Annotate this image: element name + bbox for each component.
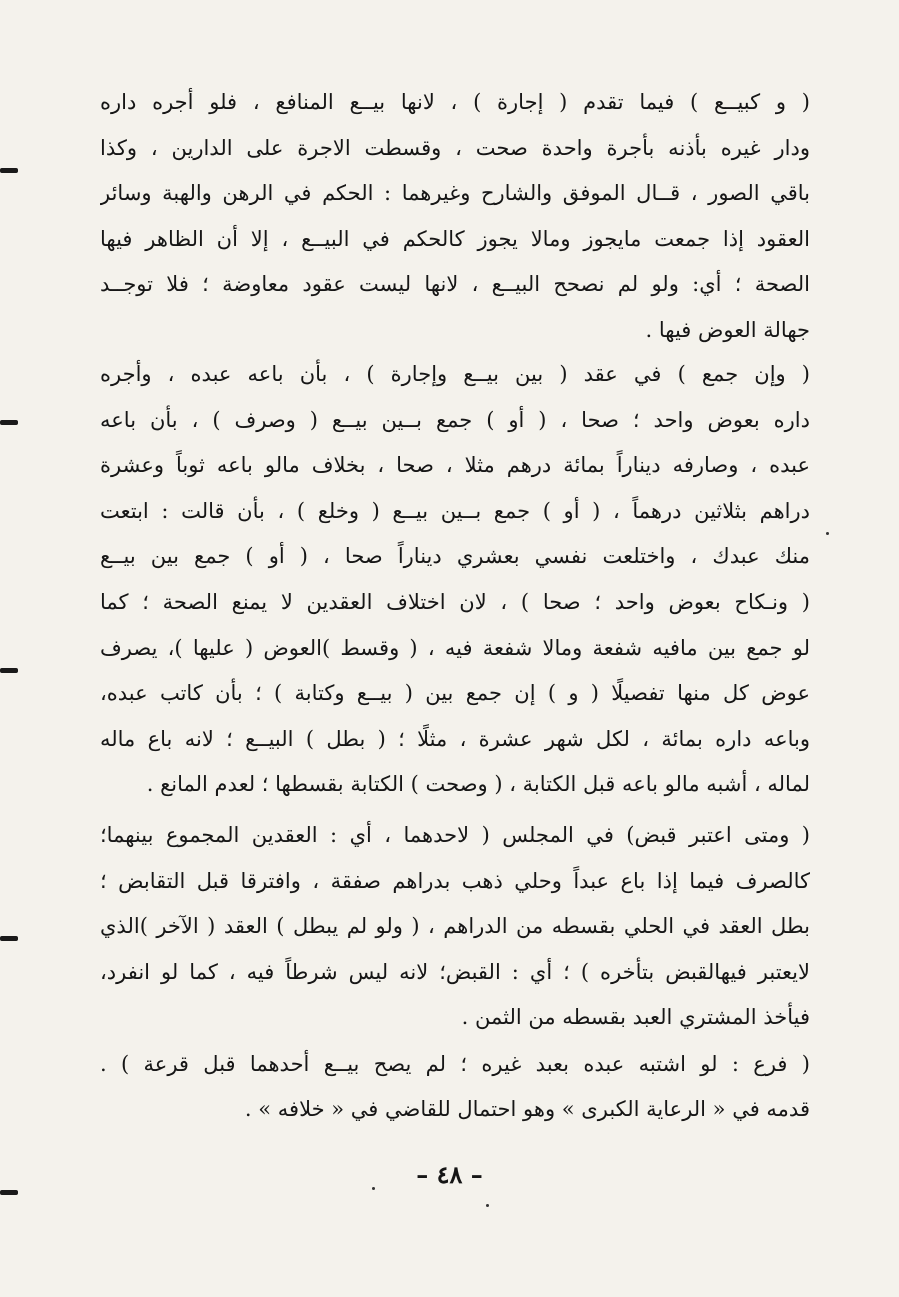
scan-speck	[486, 1204, 489, 1207]
text-line: عوض كل منها تفصيلًا ( و ) إن جمع بين ( بيــع وكتابة ) ؛ بأن كاتب عبده،	[100, 681, 810, 706]
paragraph-3	[100, 813, 810, 1041]
text-line: ( فرع : لو اشتبه عبده بعبد غيره ؛ لم يصح بيــع أحدهما قبل قرعة ) .	[100, 1052, 810, 1076]
margin-mark	[0, 168, 18, 173]
text-line: جهالة العوض فيها .	[645, 317, 810, 342]
text-line: ودار غيره بأذنه بأجرة واحدة صحت ، وقسطت الاجرة على الدارين ، وكذا	[100, 135, 810, 160]
text-line: بطل العقد في الحلي بقسطه من الدراهم ، ( ولو لم يبطل ) العقد ( الآخر )الذي	[100, 914, 810, 939]
text-line: العقود إذا جمعت مايجوز ومالا يجوز كالحكم في البيــع ، إلا أن الظاهر فيها	[100, 226, 810, 251]
text-line: لو جمع بين مافيه شفعة ومالا شفعة فيه ، ( وقسط )العوض ( عليها )، يصرف	[100, 635, 810, 660]
margin-mark	[0, 668, 18, 673]
margin-mark	[0, 420, 18, 425]
margin-mark	[0, 936, 18, 941]
scan-speck	[826, 532, 829, 535]
text-line: الصحة ؛ أي: ولو لم نصحح البيــع ، لانها ليست عقود معاوضة ؛ فلا توجــد	[100, 272, 810, 297]
text-line: عبده ، وصارفه ديناراً بمائة درهم مثلا ، صحا ، بخلاف مالو باعه ثوباً وعشرة	[100, 453, 810, 478]
scan-speck	[372, 1187, 375, 1190]
text-line: قدمه في « الرعاية الكبرى » وهو احتمال للقاضي في « خلافه » .	[244, 1097, 810, 1121]
text-line: لماله ، أشبه مالو باعه قبل الكتابة ، ( وصحت ) الكتابة بقسطها ؛ لعدم المانع .	[146, 772, 810, 797]
paragraph-4	[100, 1042, 810, 1132]
text-line: كالصرف فيما إذا باع عبداً وحلي ذهب بدراهم صفقة ، وافترقا قبل التقابض ؛	[100, 868, 810, 893]
text-line: ( ونـكاح بعوض واحد ؛ صحا ) ، لان اختلاف العقدين لا يمنع الصحة ؛ كما	[100, 589, 810, 614]
text-line: فيأخذ المشتري العبد بقسطه من الثمن .	[461, 1005, 810, 1030]
paragraph-2	[100, 352, 810, 808]
text-line: دراهم بثلاثين درهماً ، ( أو ) جمع بــين بيــع ( وخلع ) ، بأن قالت : ابتعت	[100, 498, 810, 523]
text-line: ( ومتى اعتبر قبض) في المجلس ( لاحدهما ، أي : العقدين المجموع بينهما؛	[100, 823, 810, 847]
text-line: داره بعوض واحد ؛ صحا ، ( أو ) جمع بــين بيــع ( وصرف ) ، بأن باعه	[100, 407, 810, 432]
paragraph-1	[100, 80, 810, 354]
text-line: ( و كبيــع ) فيما تقدم ( إجارة ) ، لانها بيــع المنافع ، فلو أجره داره	[100, 90, 810, 114]
page-number: – ٤٨ –	[416, 1160, 483, 1189]
text-line: منك عبدك ، واختلعت نفسي بعشري ديناراً صحا ، ( أو ) جمع بين بيــع	[100, 544, 810, 569]
text-line: لايعتبر فيهالقبض بتأخره ) ؛ أي : القبض؛ لانه ليس شرطاً فيه ، كما لو انفرد،	[100, 959, 810, 984]
text-line: ( وإن جمع ) في عقد ( بين بيــع وإجارة ) ، بأن باعه عبده ، وأجره	[100, 362, 810, 386]
text-line: باقي الصور ، قــال الموفق والشارح وغيرهما : الحكم في الرهن والهبة وسائر	[100, 181, 810, 206]
margin-mark	[0, 1190, 18, 1195]
text-line: وباعه داره بمائة ، لكل شهر عشرة ، مثلًا ؛ ( بطل ) البيــع ؛ لانه باع ماله	[100, 726, 810, 751]
